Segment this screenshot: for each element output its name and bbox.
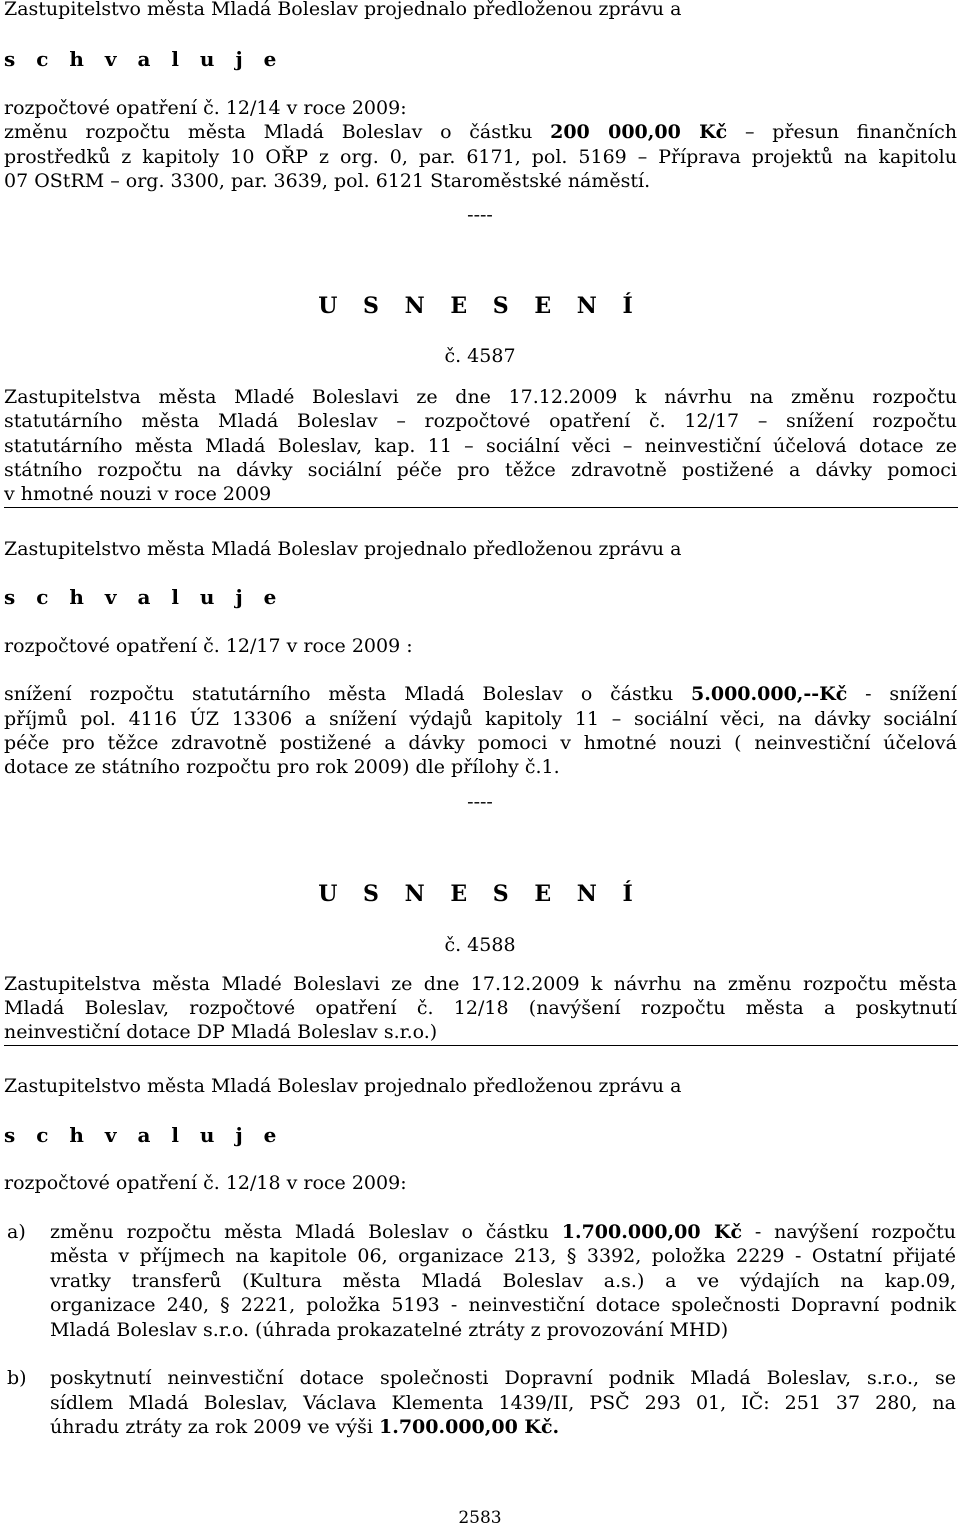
list-item-label-b: b): [7, 1367, 27, 1389]
list-item-line: vratky transferů (Kultura města Mladá Boleslav a.s.) a ve výdajích na kap.09,: [50, 1270, 956, 1292]
list-item-line: sídlem Mladá Boleslav, Václava Klementa 1439/II, PSČ 293 01, IČ: 251 37 280, na: [50, 1392, 956, 1414]
divider: [4, 507, 958, 508]
schvaluje-heading: s c h v a l u j e: [4, 585, 284, 609]
resolution-title-line: Mladá Boleslav, rozpočtové opatření č. 12/18 (navýšení rozpočtu města a poskytnutí: [4, 997, 957, 1019]
intro-text: Zastupitelstvo města Mladá Boleslav projednalo předloženou zprávu a: [4, 1075, 682, 1097]
paragraph-line: příjmů pol. 4116 ÚZ 13306 a snížení výdajů kapitoly 11 – sociální věci, na dávky sociální: [4, 708, 957, 730]
separator: ----: [467, 204, 493, 226]
list-item-line: organizace 240, § 2221, položka 5193 - neinvestiční dotace společnosti Dopravní podnik: [50, 1294, 956, 1316]
schvaluje-heading: s c h v a l u j e: [4, 1123, 284, 1147]
divider: [4, 1045, 958, 1046]
intro-text: Zastupitelstvo města Mladá Boleslav projednalo předloženou zprávu a: [4, 0, 682, 20]
paragraph-line: 07 OStRM – org. 3300, par. 3639, pol. 6121 Staroměstské náměstí.: [4, 170, 651, 192]
resolution-number: č. 4587: [444, 345, 516, 367]
schvaluje-heading: s c h v a l u j e: [4, 47, 284, 71]
resolution-number: č. 4588: [444, 934, 516, 956]
intro-text: Zastupitelstvo města Mladá Boleslav projednalo předloženou zprávu a: [4, 538, 682, 560]
resolution-title-line: v hmotné nouzi v roce 2009: [4, 483, 272, 505]
paragraph-line: péče pro těžce zdravotně postižené a dávky pomoci v hmotné nouzi ( neinvestiční účelová: [4, 732, 957, 754]
list-item-line: poskytnutí neinvestiční dotace společnosti Dopravní podnik Mladá Boleslav, s.r.o., se: [50, 1367, 956, 1389]
resolution-title-line: Zastupitelstva města Mladé Boleslavi ze dne 17.12.2009 k návrhu na změnu rozpočtu města: [4, 973, 957, 995]
budget-measure-line: rozpočtové opatření č. 12/18 v roce 2009:: [4, 1172, 407, 1194]
list-item-line: města v příjmech na kapitole 06, organizace 213, § 3392, položka 2229 - Ostatní přijaté: [50, 1245, 956, 1267]
resolution-title-line: Zastupitelstva města Mladé Boleslavi ze dne 17.12.2009 k návrhu na změnu rozpočtu: [4, 386, 957, 408]
list-item-line: změnu rozpočtu města Mladá Boleslav o částku 1.700.000,00 Kč - navýšení rozpočtu: [50, 1221, 956, 1243]
list-item-line: Mladá Boleslav s.r.o. (úhrada prokazatelné ztráty z provozování MHD): [50, 1319, 729, 1341]
resolution-title-line: statutárního města Mladá Boleslav – rozpočtové opatření č. 12/17 – snížení rozpočtu: [4, 410, 957, 432]
paragraph-line: dotace ze státního rozpočtu pro rok 2009) dle přílohy č.1.: [4, 756, 560, 778]
list-item-line: úhradu ztráty za rok 2009 ve výši 1.700.000,00 Kč.: [50, 1416, 560, 1438]
separator: ----: [467, 791, 493, 813]
page-number: 2583: [458, 1508, 502, 1528]
budget-measure-line: rozpočtové opatření č. 12/17 v roce 2009 :: [4, 635, 413, 657]
paragraph-line: snížení rozpočtu statutárního města Mladá Boleslav o částku 5.000.000,--Kč - snížení: [4, 683, 957, 705]
paragraph-line: prostředků z kapitoly 10 OŘP z org. 0, par. 6171, pol. 5169 – Příprava projektů na kapitolu: [4, 146, 957, 168]
budget-measure-line: rozpočtové opatření č. 12/14 v roce 2009:: [4, 97, 407, 119]
resolution-title-line: státního rozpočtu na dávky sociální péče pro těžce zdravotně postižené a dávky pomoci: [4, 459, 957, 481]
list-item-label-a: a): [7, 1221, 26, 1243]
paragraph-line: změnu rozpočtu města Mladá Boleslav o částku 200 000,00 Kč – přesun finančních: [4, 121, 957, 143]
resolution-title-line: statutárního města Mladá Boleslav, kap. 11 – sociální věci – neinvestiční účelová dotace ze: [4, 435, 957, 457]
resolution-heading: U S N E S E N Í: [318, 293, 642, 319]
resolution-heading: U S N E S E N Í: [318, 881, 642, 907]
resolution-title-line: neinvestiční dotace DP Mladá Boleslav s.r.o.): [4, 1021, 438, 1043]
